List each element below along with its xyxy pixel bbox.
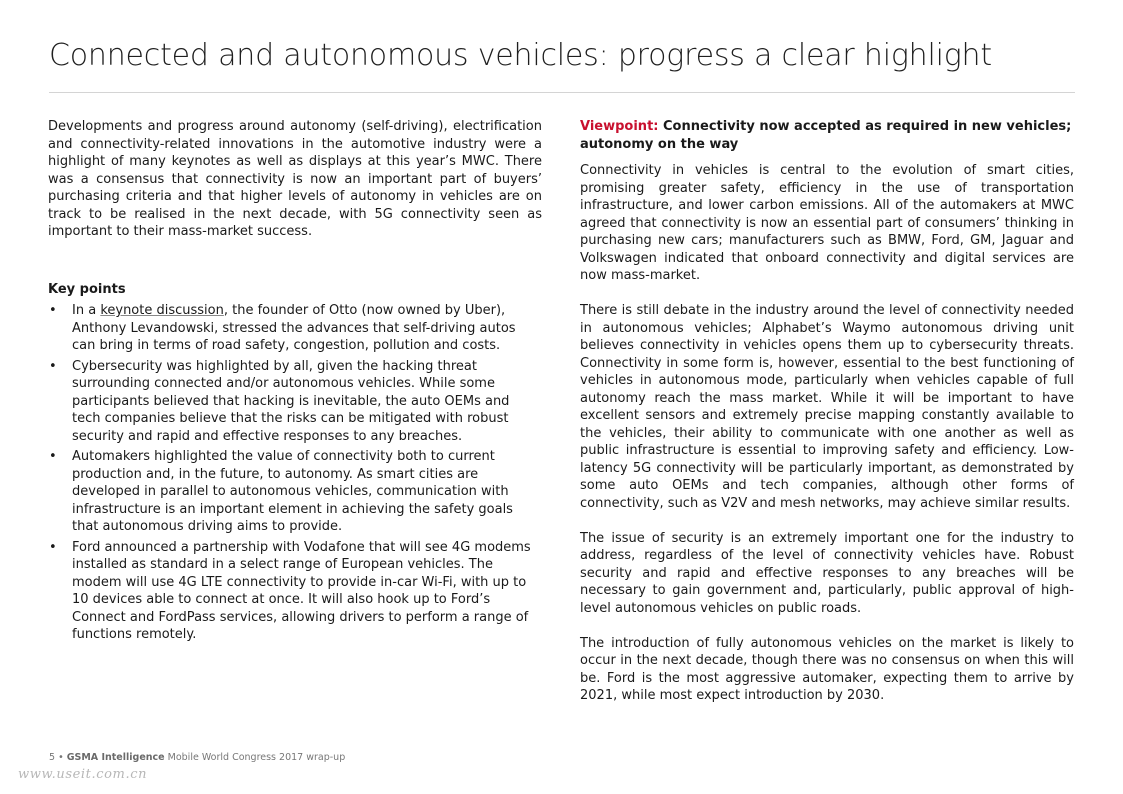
page-footer — [49, 752, 345, 763]
key-point-text: Automakers highlighted the value of connectivity both to current production and, in the future, to autonomy. As smart cities are developed in parallel to autonomous vehicles, communication with infrastructure is an important element in achieving the safety goals that autonomous driving aims to provide. — [72, 449, 513, 534]
viewpoint-paragraph: The issue of security is an extremely important one for the industry to address, regardless of the level of connectivity vehicles have. Robust security and rapid and effective responses to any breaches will be necessary to gain government and, particularly, public approval of high-level autonomous vehicles on public roads. — [580, 530, 1074, 616]
title-divider — [49, 92, 1075, 93]
bullet-icon: • — [49, 303, 57, 318]
right-column — [580, 118, 1074, 722]
key-point-item — [48, 448, 542, 536]
intro-paragraph: Developments and progress around autonomy (self-driving), electrification and connectivity-related innovations in the automotive industry were a highlight of many keynotes as well as displays at this year’s MWC. There was a consensus that connectivity is now an important part of buyers’ purchasing criteria and that higher levels of autonomy in vehicles are on track to be realised in the next decade, with 5G connectivity seen as important to their mass-market success. — [48, 119, 542, 239]
viewpoint-paragraph: Connectivity in vehicles is central to the evolution of smart cities, promising greater safety, efficiency in the use of transportation infrastructure, and lower carbon emissions. All of the automakers at MWC agreed that connectivity is now an essential part of consumers’ thinking in purchasing new cars; manufacturers such as BMW, Ford, GM, Jaguar and Volkswagen indicated that onboard connectivity and digital services are now mass-market. — [580, 163, 1074, 283]
keynote-discussion-link[interactable]: keynote discussion — [100, 303, 224, 318]
viewpoint-paragraph: The introduction of fully autonomous vehicles on the market is likely to occur in the next decade, though there was no consensus on when this will be. Ford is the most aggressive automaker, expecting them to arrive by 2021, while most expect introduction by 2030. — [580, 635, 1074, 703]
key-point-item — [48, 539, 542, 644]
key-point-text-post: , the founder of Otto (now owned by Uber), Anthony Levandowski, stressed the advances that self-driving autos can bring in terms of road safety, congestion, pollution and costs. — [72, 303, 516, 353]
viewpoint-paragraph: There is still debate in the industry around the level of connectivity needed in autonomous vehicles; Alphabet’s Waymo autonomous driving unit believes connectivity in vehicles opens them up to cybersecurity threats. Connectivity in some form is, however, essential to the best functioning of vehicles in autonomous mode, particularly when vehicles capable of full autonomy reach the mass market. While it will be important to have excellent sensors and extremely precise mapping constantly available to the vehicles, their ability to communicate with one another as well as public infrastructure is essential to improving safety and efficiency. Low-latency 5G connectivity will be particularly important, as demonstrated by some auto OEMs and tech companies, although other forms of connectivity, such as V2V and mesh networks, may achieve similar results. — [580, 303, 1074, 511]
bullet-icon: • — [49, 449, 57, 464]
footer-brand: GSMA Intelligence — [66, 752, 165, 763]
key-points-heading: Key points — [48, 281, 126, 297]
key-points-list — [48, 302, 542, 644]
viewpoint-label: Viewpoint: — [580, 119, 659, 134]
footer-publication: Mobile World Congress 2017 wrap-up — [167, 752, 346, 763]
watermark: www.useit.com.cn — [18, 767, 148, 782]
viewpoint-heading — [580, 118, 1074, 153]
page-title: Connected and autonomous vehicles: progress a clear highlight — [49, 38, 992, 73]
key-point-text: Ford announced a partnership with Vodafone that will see 4G modems installed as standard in a select range of European vehicles. The modem will use 4G LTE connectivity to provide in-car Wi-Fi, with up to 10 devices able to connect at once. It will also hook up to Ford’s Connect and FordPass services, allowing drivers to perform a range of functions remotely. — [72, 539, 531, 642]
key-point-item — [48, 302, 542, 355]
left-column — [48, 118, 542, 647]
bullet-icon: • — [49, 358, 57, 374]
key-point-text: Cybersecurity was highlighted by all, given the hacking threat surrounding connected and/or autonomous vehicles. While some participants believed that hacking is inevitable, the auto OEMs and tech companies believe that the risks can be mitigated with robust security and rapid and effective responses to any breaches. — [72, 358, 510, 444]
viewpoint-title: Connectivity now accepted as required in new vehicles; autonomy on the way — [580, 119, 1072, 152]
bullet-icon: • — [49, 539, 57, 555]
footer-separator: • — [58, 752, 64, 763]
key-point-item — [48, 358, 542, 446]
key-point-text-pre: In a — [72, 303, 101, 318]
page-number: 5 — [49, 752, 56, 763]
